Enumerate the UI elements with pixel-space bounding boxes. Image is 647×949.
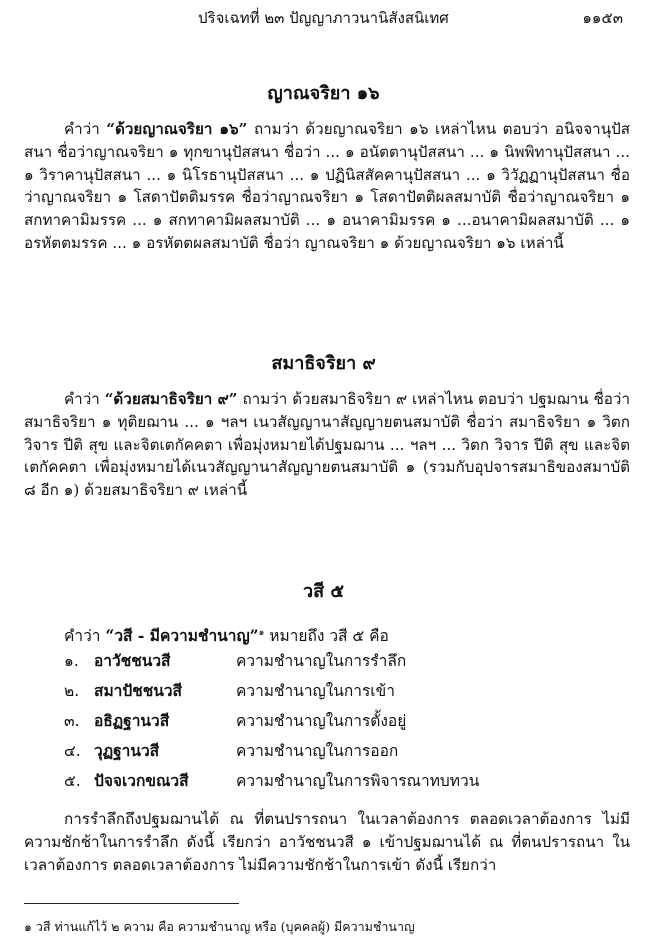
item-description: ความชำนาญในการพิจารณาทบทวน bbox=[236, 772, 480, 790]
running-title: ปริจเฉทที่ ๒๓ ปัญญาภาวนานิสังสนิเทศ bbox=[198, 9, 449, 27]
heading-nanacariya: ญาณจริยา ๑๖ bbox=[267, 83, 380, 104]
item-term: อธิฏฐานวสี bbox=[94, 711, 170, 730]
item-term: สมาปัชชนวสี bbox=[94, 681, 183, 700]
intro-lead: คำว่า bbox=[64, 627, 106, 645]
paragraph-samadhicariya bbox=[24, 388, 630, 502]
footnote-divider bbox=[24, 903, 239, 904]
item-description: ความชำนาญในการเข้า bbox=[236, 682, 395, 700]
quoted-term: “วสี - มีความชำนาญ” bbox=[105, 626, 259, 645]
paragraph-lead: คำว่า bbox=[64, 120, 107, 138]
footnote: ๑ วสี ท่านแก้ไว้ ๒ ความ คือ ความชำนาญ หรือ (บุคคลผู้) มีความชำนาญ bbox=[24, 919, 415, 934]
item-number: ๔. bbox=[64, 742, 81, 760]
list-item bbox=[64, 768, 479, 798]
page-header bbox=[24, 6, 623, 30]
footnote-marker: ๑ bbox=[258, 627, 265, 638]
item-description: ความชำนาญในการรำลึก bbox=[236, 652, 407, 670]
item-number: ๑. bbox=[64, 652, 79, 670]
item-term: อาวัชชนวสี bbox=[94, 651, 171, 670]
item-number: ๕. bbox=[64, 772, 81, 790]
page-number: ๑๑๕๓ bbox=[582, 9, 623, 27]
paragraph-vasi-explanation bbox=[24, 808, 630, 876]
intro-rest: หมายถึง วสี ๕ คือ bbox=[264, 627, 389, 645]
list-item bbox=[64, 738, 479, 768]
item-description: ความชำนาญในการออก bbox=[236, 742, 399, 760]
list-item bbox=[64, 648, 479, 678]
item-number: ๒. bbox=[64, 682, 80, 700]
heading-samadhicariya: สมาธิจริยา ๙ bbox=[271, 353, 376, 374]
item-number: ๓. bbox=[64, 712, 80, 730]
quoted-term: “ด้วยสมาธิจริยา ๙” bbox=[104, 390, 238, 408]
list-item bbox=[64, 708, 479, 738]
heading-vasi: วสี ๕ bbox=[303, 581, 344, 602]
vasi-list bbox=[64, 648, 479, 798]
paragraph-lead: คำว่า bbox=[64, 390, 105, 408]
item-term: ปัจจเวกขณวสี bbox=[94, 771, 189, 790]
paragraph-body: ถามว่า ด้วยญาณจริยา ๑๖ เหล่าไหน ตอบว่า อนิจจานุปัสสนา ชื่อว่าญาณจริยา ๑ ทุกขานุปัสสนา ชื่อว่า ... ๑ อนัตตานุปัสสนา ... ๑ นิพพิทานุปัสสนา ... ๑ วิราคานุปัสสนา ... ๑ นิโรธานุปัสสนา ... ๑ ปฏินิสสัคคานุปัสสนา ... ๑ วิวัฏฏานุปัสสนา ชื่อว่าญาณจริยา ๑ โสดาปัตติมรรค ชื่อว่าญาณจริยา ๑ โสดาปัตติผลสมาบัติ ชื่อว่าญาณจริยา ๑ สกทาคามิมรรค ... ๑ สกทาคามิผลสมาบัติ ... ๑ อนาคามิมรรค ๑ ...อนาคามิผลสมาบัติ ... ๑ อรหัตตมรรค ... ๑ อรหัตตผลสมาบัติ ชื่อว่า ญาณจริยา ๑ ด้วยญาณจริยา ๑๖ เหล่านี้ bbox=[24, 120, 630, 252]
item-description: ความชำนาญในการตั้งอยู่ bbox=[236, 712, 407, 730]
paragraph-body: ถามว่า ด้วยสมาธิจริยา ๙ เหล่าไหน ตอบว่า ปฐมฌาน ชื่อว่า สมาธิจริยา ๑ ทุติยฌาน ... ๑ ฯลฯ เนวสัญญานาสัญญายตนสมาบัติ ชื่อว่า สมาธิจริยา ๑ วิตก วิจาร ปีติ สุข และจิตเตกัคคตา เพื่อมุ่งหมายได้ปฐมฌาน ... ฯลฯ ... วิตก วิจาร ปีติ สุข และจิตเตกัคคตา เพื่อมุ่งหมายได้เนวสัญญานาสัญญายตนสมาบัติ ๑ (รวมกับอุปจารสมาธิของสมาบัติ ๘ อีก ๑) ด้วยสมาธิจริยา ๙ เหล่านี้ bbox=[24, 390, 630, 500]
vasi-intro bbox=[64, 623, 389, 648]
paragraph-nanacariya bbox=[24, 118, 630, 255]
paragraph-body: การรำลึกถึงปฐมฌานได้ ณ ที่ตนปรารถนา ในเวลาต้องการ ตลอดเวลาต้องการ ไม่มีความชักช้าในการรำลึก ดังนี้ เรียกว่า อาวัชชนวสี ๑ เข้าปฐมฌานได้ ณ ที่ตนปรารถนา ในเวลาต้องการ ตลอดเวลาต้องการ ไม่มีความชักช้าในการเข้า ดังนี้ เรียกว่า bbox=[24, 810, 630, 874]
list-item bbox=[64, 678, 479, 708]
item-term: วุฏฐานวสี bbox=[94, 741, 160, 760]
quoted-term: “ด้วยญาณจริยา ๑๖” bbox=[106, 120, 248, 138]
